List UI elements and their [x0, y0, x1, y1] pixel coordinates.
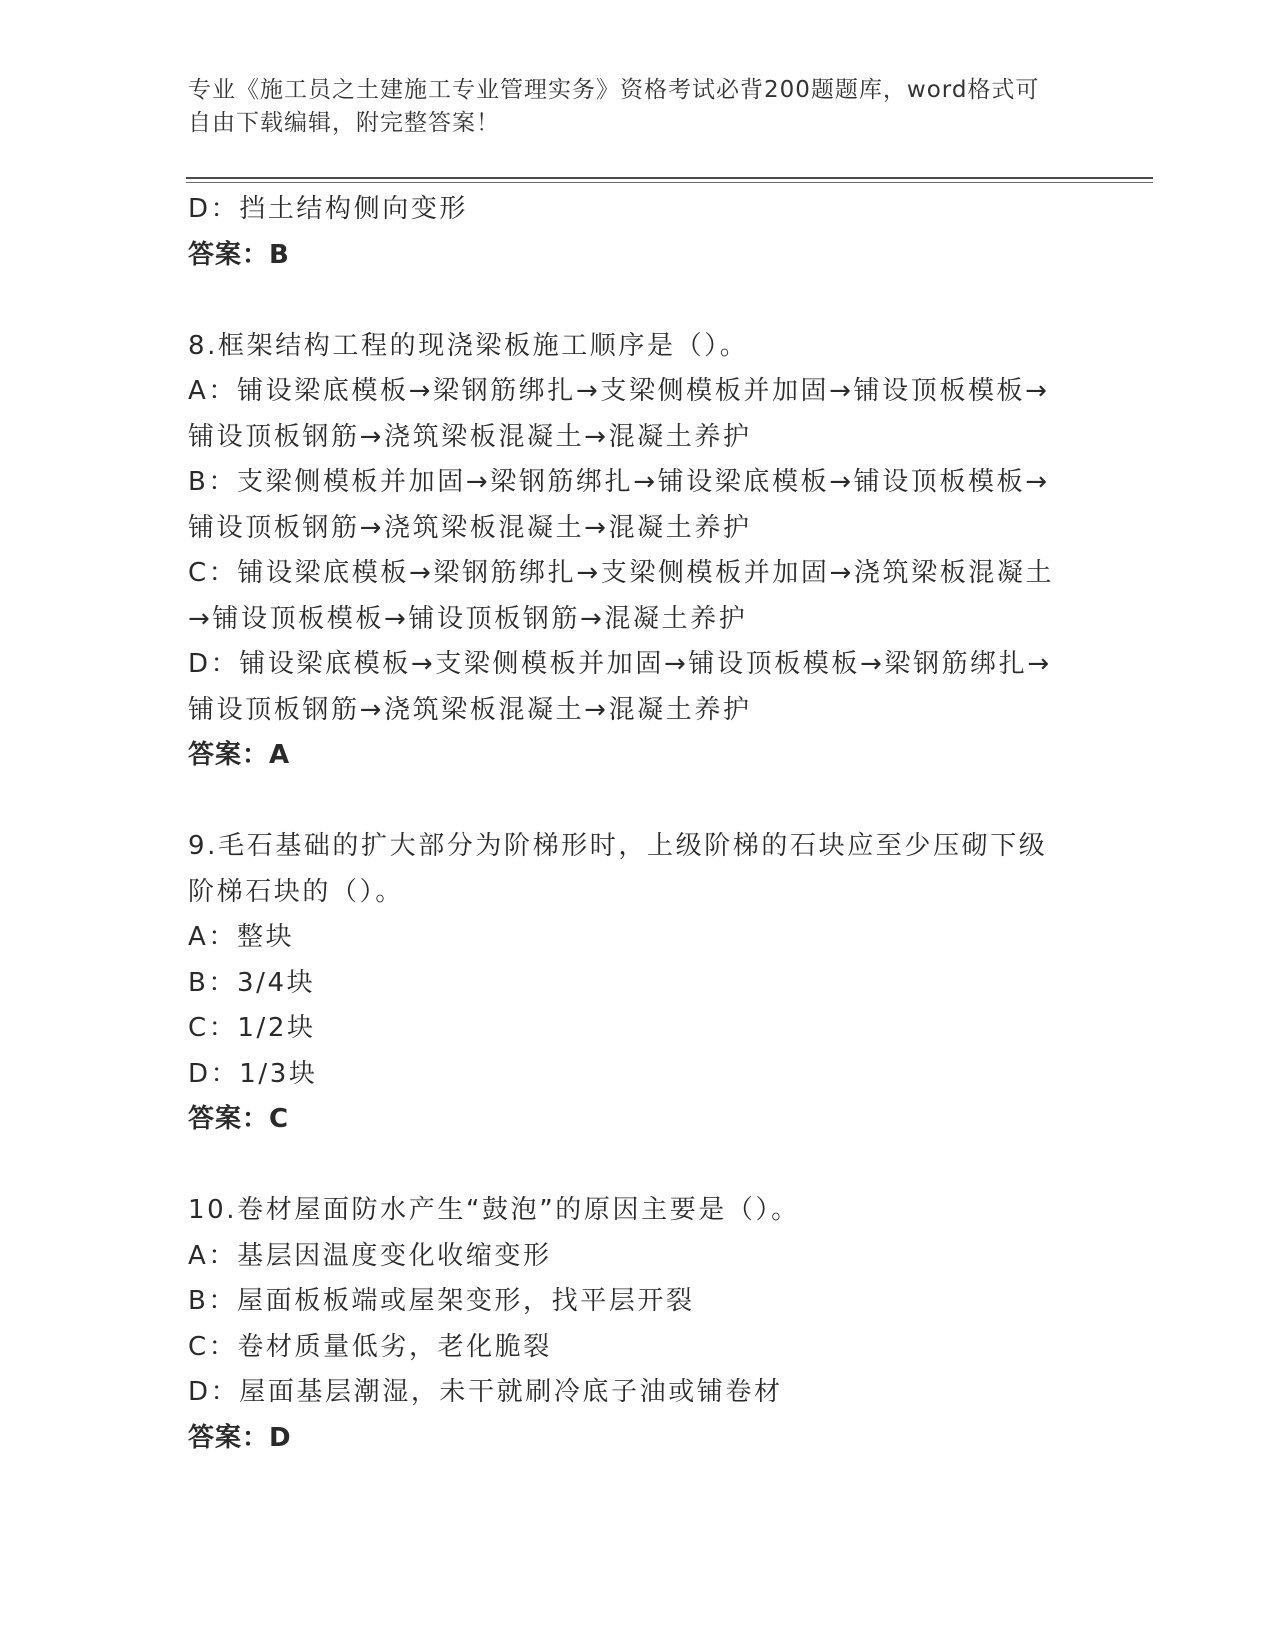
question-stem-line: 阶梯石块的（）。 [188, 876, 404, 907]
option-d-line: D：屋面基层潮湿，未干就刷冷底子油或铺卷材 [188, 1377, 783, 1407]
option-b-line: B：3/4块 [188, 967, 316, 998]
option-b-line: 铺设顶板钢筋→浇筑梁板混凝土→混凝土养护 [188, 512, 752, 543]
question-stem-line: 8.框架结构工程的现浇梁板施工顺序是（）。 [188, 330, 749, 361]
option-a-line: A：铺设梁底模板→梁钢筋绑扎→支梁侧模板并加固→铺设顶板模板→ [188, 376, 1050, 406]
question-8 [188, 324, 1088, 779]
option-c-line: C：铺设梁底模板→梁钢筋绑扎→支梁侧模板并加固→浇筑梁板混凝土 [188, 558, 1055, 588]
answer-line: 答案：C [188, 1104, 290, 1134]
spacer [188, 278, 1088, 324]
answer-line: 答案：B [188, 239, 290, 270]
header-divider-thick [186, 177, 1153, 179]
document-header [188, 74, 1068, 140]
question-10 [188, 1188, 1088, 1461]
header-line-2: 自由下载编辑，附完整答案！ [188, 110, 500, 136]
option-c-line: C：卷材质量低劣，老化脆裂 [188, 1331, 552, 1362]
answer-line: 答案：A [188, 740, 291, 770]
header-divider-thin [186, 182, 1153, 183]
question-stem-line: 9.毛石基础的扩大部分为阶梯形时，上级阶梯的石块应至少压砌下级 [188, 831, 1048, 861]
option-c-line: →铺设顶板模板→铺设顶板钢筋→混凝土养护 [188, 603, 748, 634]
option-d-line: D：挡土结构侧向变形 [188, 194, 469, 224]
option-a-line: A：基层因温度变化收缩变形 [188, 1240, 552, 1271]
question-list [188, 187, 1088, 1461]
option-b-line: B：屋面板板端或屋架变形，找平层开裂 [188, 1286, 695, 1316]
option-a-line: 铺设顶板钢筋→浇筑梁板混凝土→混凝土养护 [188, 421, 752, 452]
spacer [188, 779, 1088, 825]
option-d-line: D：铺设梁底模板→支梁侧模板并加固→铺设顶板模板→梁钢筋绑扎→ [188, 649, 1052, 679]
question-stem-line: 10.卷材屋面防水产生“鼓泡”的原因主要是（）。 [188, 1195, 800, 1225]
option-b-line: B：支梁侧模板并加固→梁钢筋绑扎→铺设梁底模板→铺设顶板模板→ [188, 467, 1050, 497]
option-d-line: 铺设顶板钢筋→浇筑梁板混凝土→混凝土养护 [188, 694, 752, 725]
answer-line: 答案：D [188, 1422, 292, 1453]
option-c-line: C：1/2块 [188, 1013, 316, 1043]
option-a-line: A：整块 [188, 922, 295, 952]
option-d-line: D：1/3块 [188, 1058, 318, 1089]
header-line-1: 专业《施工员之土建施工专业管理实务》资格考试必背200题题库，word格式可 [188, 77, 1040, 103]
question-9 [188, 824, 1088, 1143]
spacer [188, 1143, 1088, 1189]
